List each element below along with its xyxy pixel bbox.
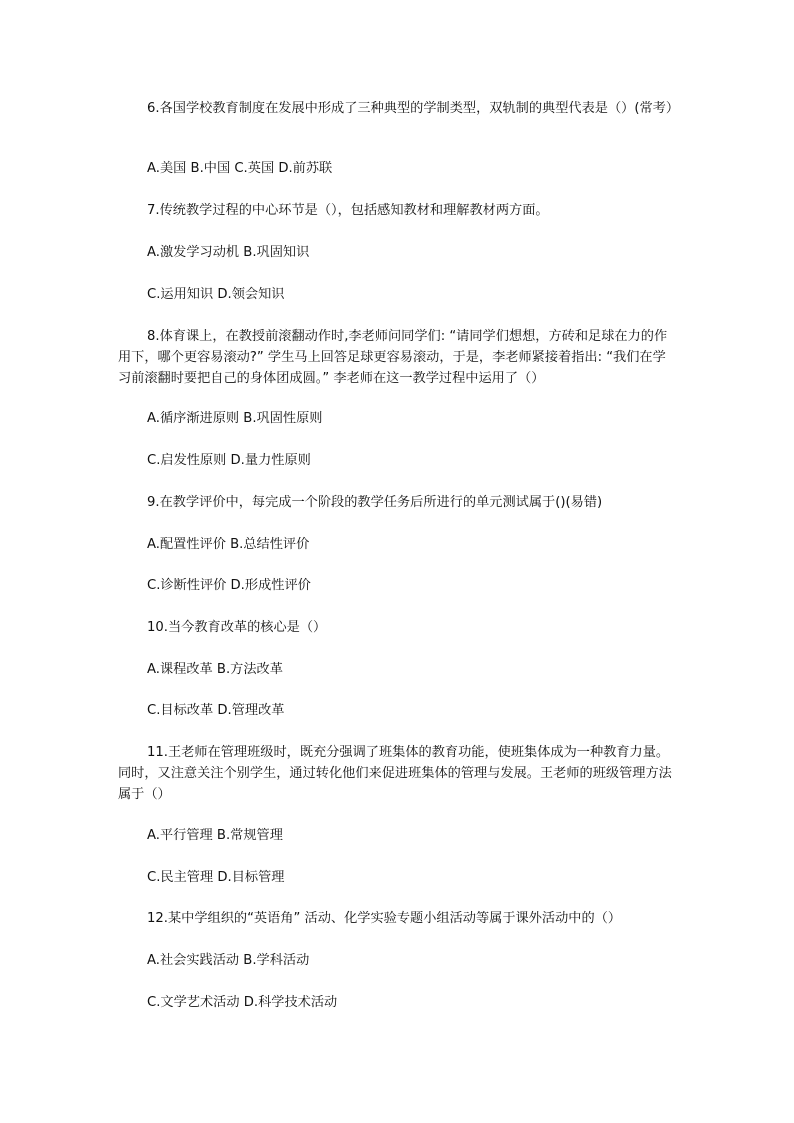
question-7: 7.传统教学过程的中心环节是（），包括感知教材和理解教材两方面。 — [147, 203, 549, 218]
options-9-ab: A.配置性评价 B.总结性评价 — [147, 537, 310, 552]
options-10-cd: C.目标改革 D.管理改革 — [147, 703, 285, 718]
options-8-ab: A.循序渐进原则 B.巩固性原则 — [147, 411, 323, 426]
options-11-ab: A.平行管理 B.常规管理 — [147, 828, 283, 843]
options-11-cd: C.民主管理 D.目标管理 — [147, 870, 285, 885]
options-7-ab: A.激发学习动机 B.巩固知识 — [147, 245, 310, 260]
question-8: 8.体育课上，在教授前滚翻动作时,李老师问同学们: “请同学们想想，方砖和足球在力的作用下，哪个更容易滚动?” 学生马上回答足球更容易滚动，于是，李老师紧接着指出: “我们在学习前滚翻时要把自己的身体团成圆。” 李老师在这一教学过程中运用了（） — [118, 329, 668, 386]
question-12: 12.某中学组织的“英语角” 活动、化学实验专题小组活动等属于课外活动中的（） — [147, 911, 622, 926]
question-11: 11.王老师在管理班级时，既充分强调了班集体的教育功能，使班集体成为一种教育力量。同时，又注意关注个别学生，通过转化他们来促进班集体的管理与发展。王老师的班级管理方法属于（） — [118, 745, 672, 802]
options-8-cd: C.启发性原则 D.量力性原则 — [147, 453, 311, 468]
options-10-ab: A.课程改革 B.方法改革 — [147, 662, 283, 677]
options-9-cd: C.诊断性评价 D.形成性评价 — [147, 578, 311, 593]
question-9: 9.在教学评价中，每完成一个阶段的教学任务后所进行的单元测试属于()(易错) — [147, 495, 603, 510]
options-12-ab: A.社会实践活动 B.学科活动 — [147, 953, 310, 968]
question-6: 6.各国学校教育制度在发展中形成了三种典型的学制类型，双轨制的典型代表是（）(常考） — [147, 101, 680, 116]
options-6: A.美国 B.中国 C.英国 D.前苏联 — [147, 161, 333, 176]
options-7-cd: C.运用知识 D.领会知识 — [147, 287, 285, 302]
document-page — [118, 0, 680, 1123]
options-12-cd: C.文学艺术活动 D.科学技术活动 — [147, 995, 338, 1010]
question-10: 10.当今教育改革的核心是（） — [147, 620, 327, 635]
